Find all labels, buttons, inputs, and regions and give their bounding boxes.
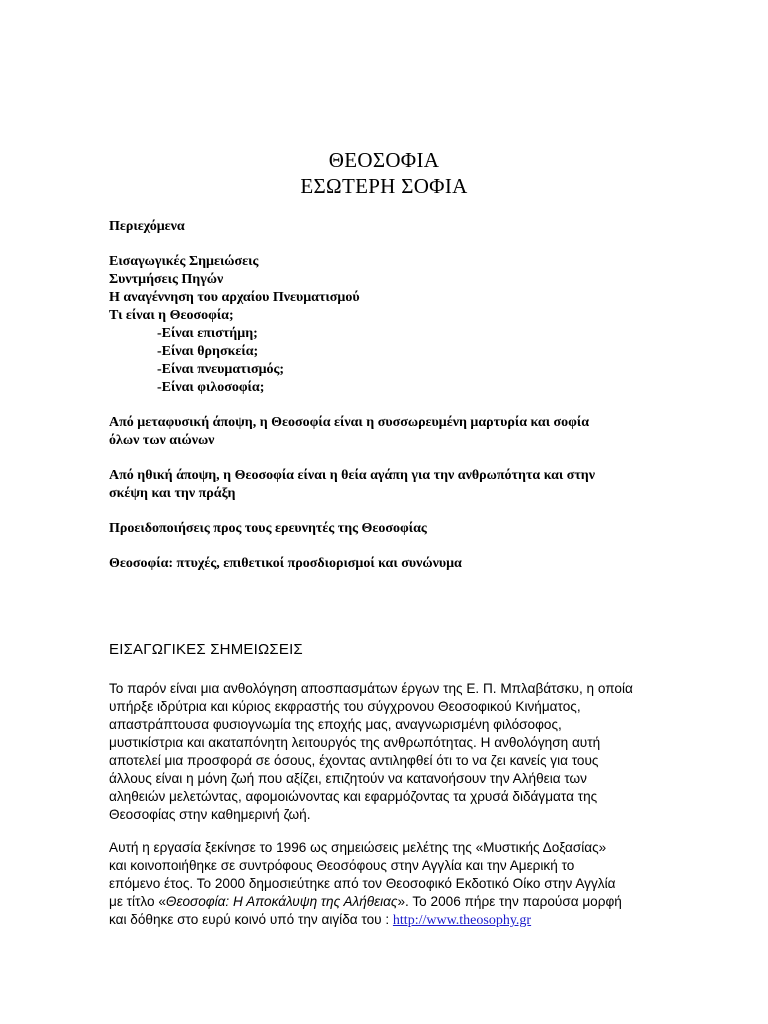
paragraph-line: Θεοσοφίας στην καθημερινή ζωή. [109, 807, 311, 822]
document-subtitle: ΕΣΩΤΕΡΗ ΣΟΦΙΑ [300, 174, 468, 198]
toc-item: Από μεταφυσική άποψη, η Θεοσοφία είναι η συσσωρευμένη μαρτυρία και σοφία [109, 415, 590, 430]
line-suffix: ». Το 2006 πήρε την παρούσα μορφή [397, 894, 622, 909]
toc-item: Η αναγέννηση του αρχαίου Πνευματισμού [109, 290, 360, 305]
history-paragraph [109, 839, 669, 930]
document-title: ΘΕΟΣΟΦΙΑ [328, 148, 440, 172]
contents-heading: Περιεχόμενα [109, 219, 185, 234]
paragraph-line: απαστράπτουσα φυσιογνωμία της εποχής μας, αναγνωρισμένη φιλόσοφος, [109, 717, 562, 732]
paragraph-line: μυστικίστρια και ακαταπόνητη λειτουργός της ανθρωπότητας. Η ανθολόγηση αυτή [109, 735, 601, 750]
toc-item: Από ηθική άποψη, η Θεοσοφία είναι η θεία αγάπη για την ανθρωπότητα και στην [109, 468, 596, 483]
paragraph-line: επόμενο έτος. Το 2000 δημοσιεύτηκε από τον Θεοσοφικό Εκδοτικό Οίκο στην Αγγλία [109, 876, 616, 891]
line-prefix: και δόθηκε στο ευρύ κοινό υπό την αιγίδα του : [109, 912, 393, 927]
book-title: Θεοσοφία: Η Αποκάλυψη της Αλήθειας [165, 894, 398, 909]
toc-subitem: -Είναι επιστήμη; [157, 326, 258, 341]
paragraph-line [109, 893, 669, 911]
intro-paragraph [109, 680, 669, 824]
paragraph-line: Αυτή η εργασία ξεκίνησε το 1996 ως σημειώσεις μελέτης της «Μυστικής Δοξασίας» [109, 840, 607, 855]
toc-subitem: -Είναι πνευματισμός; [157, 362, 285, 377]
paragraph-line: άλλους είναι η μόνη ζωή που αξίζει, επιζητούν να κατανοήσουν την Αλήθεια των [109, 771, 587, 786]
toc-item: Τι είναι η Θεοσοφία; [109, 308, 234, 323]
paragraph-line [109, 911, 669, 930]
website-link[interactable]: http://www.theosophy.gr [392, 913, 532, 928]
toc-item: Προειδοποιήσεις προς τους ερευνητές της Θεοσοφίας [109, 521, 427, 536]
toc-subitem: -Είναι θρησκεία; [157, 344, 259, 359]
paragraph-line: αληθειών μελετώντας, αφομοιώνοντας και εφαρμόζοντας τα χρυσά διδάγματα της [109, 789, 598, 804]
toc-item: όλων των αιώνων [109, 433, 215, 448]
paragraph-line: και κοινοποιήθηκε σε συντρόφους Θεοσόφους στην Αγγλία και την Αμερική το [109, 858, 575, 873]
line-prefix: με τίτλο « [109, 894, 166, 909]
paragraph-line: Το παρόν είναι μια ανθολόγηση αποσπασμάτων έργων της Ε. Π. Μπλαβάτσκυ, η οποία [109, 681, 633, 696]
toc-item: Συντμήσεις Πηγών [109, 272, 224, 287]
paragraph-line: αποτελεί μια προσφορά σε όσους, έχοντας αντιληφθεί ότι το να ζει κανείς για τους [109, 753, 599, 768]
toc-item: Εισαγωγικές Σημειώσεις [109, 254, 259, 269]
toc-item: Θεοσοφία: πτυχές, επιθετικοί προσδιορισμοί και συνώνυμα [109, 556, 462, 571]
toc-item: σκέψη και την πράξη [109, 486, 236, 501]
toc-subitem: -Είναι φιλοσοφία; [157, 380, 265, 395]
section-heading: ΕΙΣΑΓΩΓΙΚΕΣ ΣΗΜΕΙΩΣΕΙΣ [109, 641, 303, 658]
paragraph-line: υπήρξε ιδρύτρια και κύριος εκφραστής του σύγχρονου Θεοσοφικού Κινήματος, [109, 699, 581, 714]
